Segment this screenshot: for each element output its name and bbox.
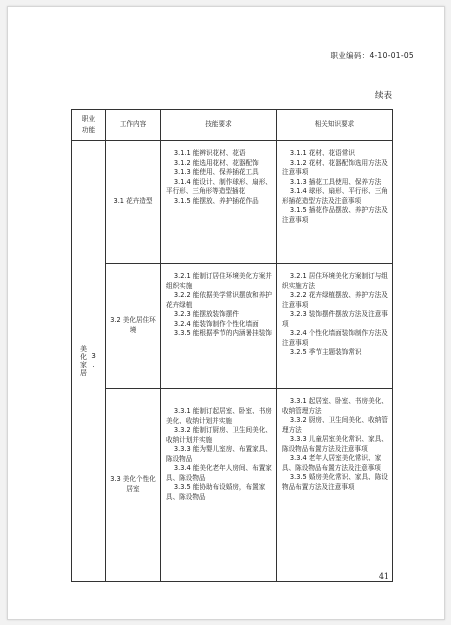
knowledge-item: 3.1.4 球形、扇形、平行形、三角形插花造型方法及注意事项	[282, 187, 388, 205]
table-header-row	[72, 110, 393, 141]
knowledge-item: 3.3.3 儿童居室美化常识、家具、陈设物品布置方法及注意事项	[282, 435, 388, 453]
table-row	[72, 141, 393, 264]
skill-cell	[161, 264, 277, 389]
knowledge-item: 3.3.5 婚房美化常识、家具、陈设物品布置方法及注意事项	[282, 473, 388, 491]
occupation-code: 职业编码：4-10-01-05	[330, 51, 414, 60]
skill-item: 3.3.3 能为婴儿室房、布置家具、陈设物品	[166, 445, 272, 463]
knowledge-item: 3.1.5 插花作品摆放、养护方法及注意事项	[282, 206, 388, 224]
page-number: 41	[378, 572, 389, 581]
skill-item: 3.3.5 能根据季节的内涵暑挂装饰	[173, 329, 272, 338]
table-row	[72, 389, 393, 582]
skill-item: 3.3.2 能制订厨房、卫生间美化、收纳计划并实施	[166, 426, 272, 444]
continued-label: 续表	[374, 91, 392, 101]
header-knowledge: 相关知识要求	[277, 110, 393, 141]
table-row	[72, 264, 393, 389]
skill-item: 3.1.5 能摆放、养护插花作品	[173, 196, 259, 205]
skill-item: 3.2.1 能制订居住环境美化方案并组织实施	[166, 272, 272, 290]
function-label: 3. 美化家居	[79, 345, 98, 377]
skill-item: 3.1.4 能设计、制作球形、扇形、平行形、三角形等造型插花	[166, 177, 272, 196]
work-content-cell: 3.2 美化居住环境	[106, 264, 161, 389]
knowledge-cell	[277, 141, 393, 264]
document-page	[7, 6, 445, 620]
skill-item: 3.3.4 能美化老年人房间、布置家具、陈设物品	[166, 464, 272, 482]
header-role-text: 职业 功能	[81, 115, 96, 134]
function-cell	[72, 141, 106, 582]
header-role	[72, 110, 106, 141]
work-content-cell: 3.3 美化个性化居室	[106, 389, 161, 582]
knowledge-item: 3.1.1 花材、花语常识	[289, 149, 355, 157]
skill-item: 3.1.2 能选用花材、花器配饰	[173, 158, 259, 167]
skill-item: 3.1.3 能使用、保养插花工具	[173, 168, 259, 177]
work-content-cell: 3.1 花卉造型	[106, 141, 161, 264]
knowledge-item: 3.2.3 装饰摆件摆放方法及注意事项	[282, 310, 388, 328]
skill-cell	[161, 141, 277, 264]
header-content: 工作内容	[106, 110, 161, 141]
skill-item: 3.3.1 能制订起居室、卧室、书房美化、收纳计划并实施	[166, 407, 272, 425]
knowledge-cell	[277, 264, 393, 389]
knowledge-item: 3.2.1 居住环境美化方案制订与组织实施方法	[282, 272, 388, 290]
header-skill: 技能要求	[161, 110, 277, 141]
knowledge-item: 3.2.4 个性化墙面装饰制作方法及注意事项	[282, 329, 388, 347]
knowledge-item: 3.1.2 花材、花器配饰选用方法及注意事项	[282, 158, 388, 177]
knowledge-item: 3.3.1 起居室、卧室、书房美化、收纳管理方法	[282, 397, 388, 415]
knowledge-cell	[277, 389, 393, 582]
skill-item: 3.2.4 能装饰制作个性化墙面	[173, 319, 259, 328]
skill-item: 3.3.5 能协助布设婚房，布置家具、陈设物品	[166, 483, 266, 501]
knowledge-item: 3.3.2 厨房、卫生间美化、收纳管理方法	[282, 416, 388, 434]
skill-item: 3.2.3 能摆放装饰摆件	[173, 310, 239, 319]
knowledge-item: 3.2.2 花卉绿植摆放、养护方法及注意事项	[282, 291, 388, 309]
skill-item: 3.2.2 能依据美学常识摆放和养护花卉绿植	[166, 291, 272, 309]
knowledge-item: 3.1.3 插花工具使用、保养方法	[289, 177, 382, 186]
knowledge-item: 3.2.5 季节主题装饰常识	[289, 348, 362, 357]
knowledge-item: 3.3.4 老年人居室美化常识、家具、陈设物品布置方法及注意事项	[282, 454, 382, 472]
skill-item: 3.1.1 能辨识花材、花语	[173, 149, 246, 157]
skills-table	[71, 109, 393, 582]
skill-cell	[161, 389, 277, 582]
